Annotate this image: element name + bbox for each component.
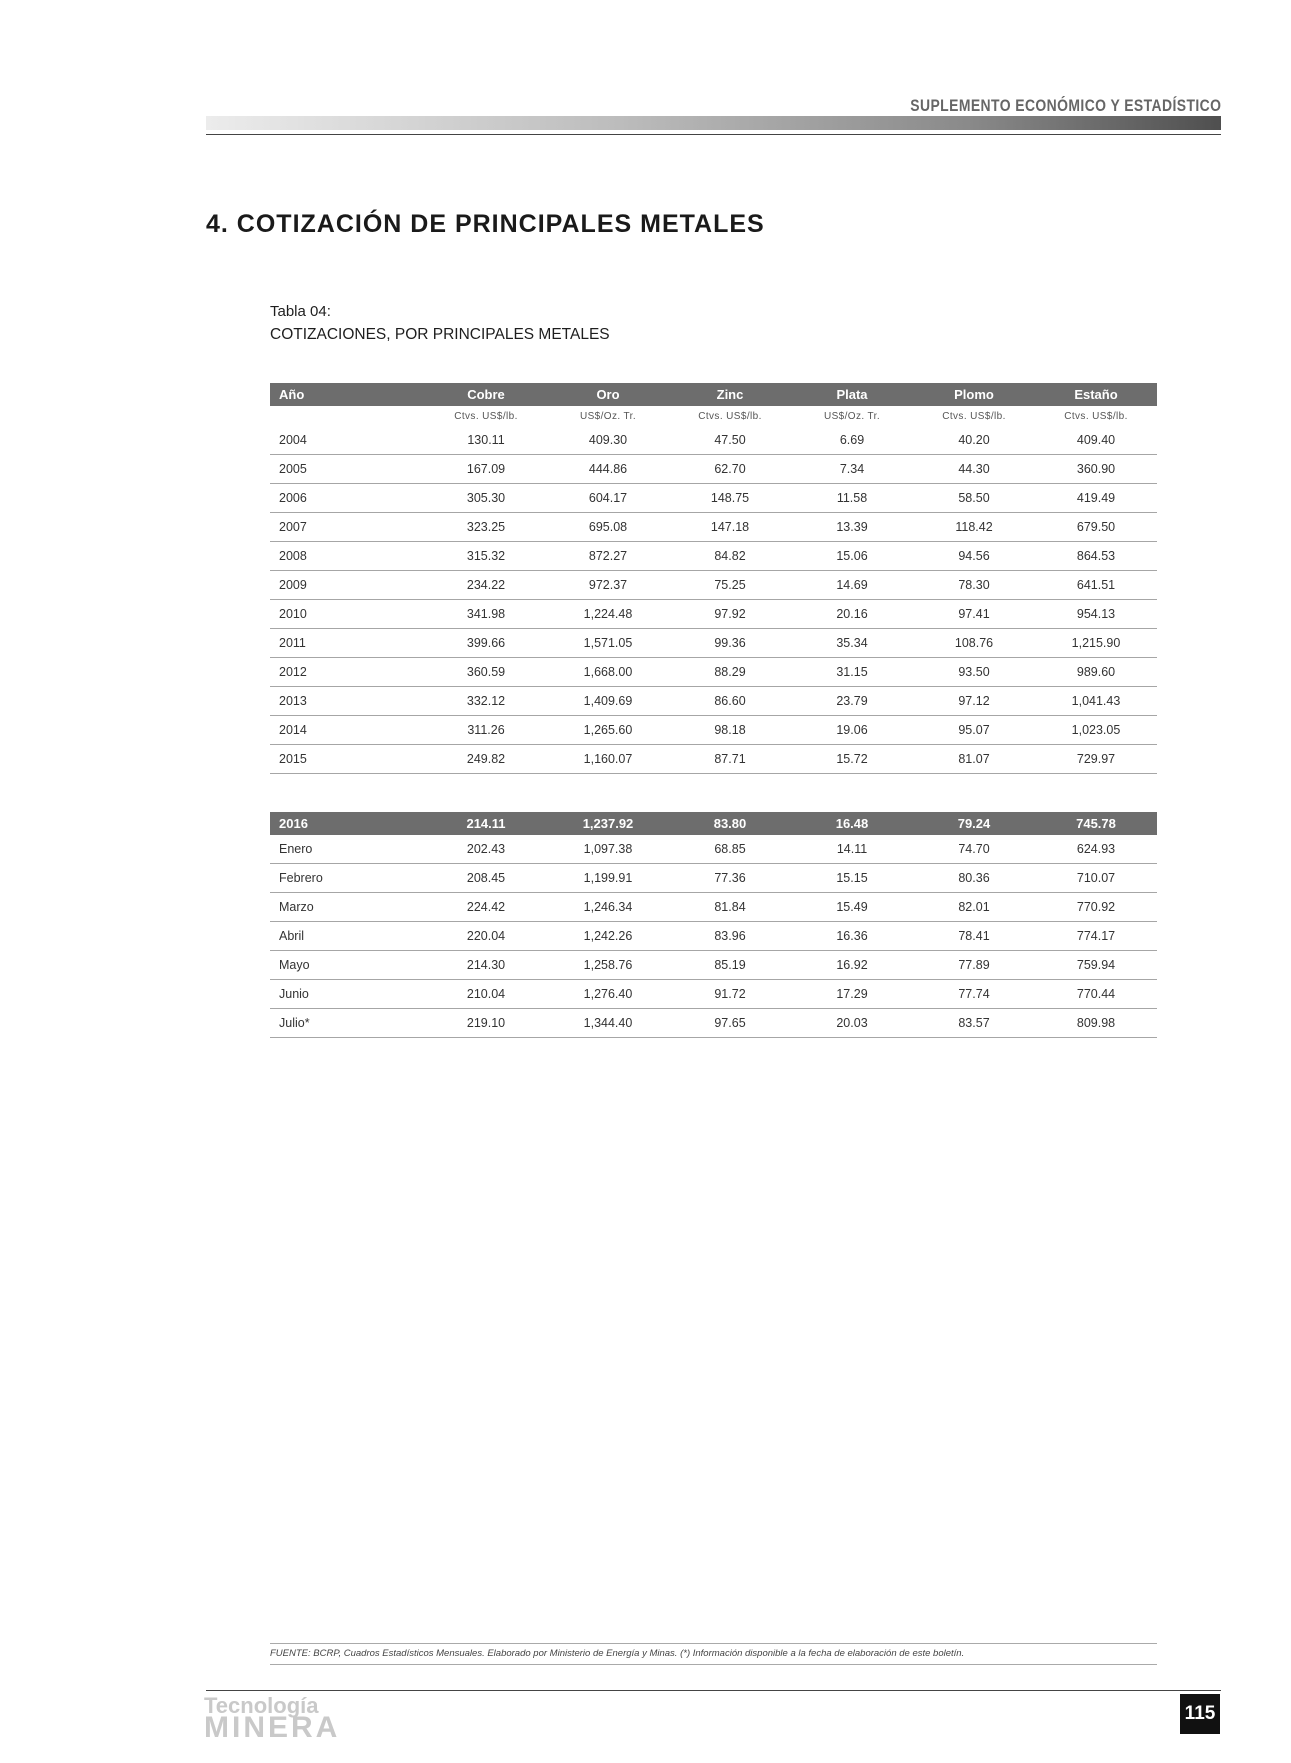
table-cell: 315.32	[425, 542, 547, 571]
table-cell: 202.43	[425, 835, 547, 864]
table-cell: Zinc	[669, 383, 791, 406]
table-cell: 79.24	[913, 812, 1035, 835]
table-cell: 88.29	[669, 658, 791, 687]
table-cell: 1,041.43	[1035, 687, 1157, 716]
table-cell: 249.82	[425, 745, 547, 774]
table-cell: Febrero	[270, 864, 425, 893]
footnote-divider-bottom	[270, 1664, 1157, 1665]
footer-divider	[206, 1690, 1221, 1691]
table-cell: 75.25	[669, 571, 791, 600]
table-cell: 419.49	[1035, 484, 1157, 513]
table-cell: 872.27	[547, 542, 669, 571]
table-row	[270, 951, 1157, 980]
table-cell: 74.70	[913, 835, 1035, 864]
table-cell: 1,242.26	[547, 922, 669, 951]
table-cell: Plomo	[913, 383, 1035, 406]
table-cell: 2010	[270, 600, 425, 629]
table-cell: 85.19	[669, 951, 791, 980]
table-cell: 84.82	[669, 542, 791, 571]
table-cell: 332.12	[425, 687, 547, 716]
table-cell: 409.30	[547, 426, 669, 455]
table-cell: 679.50	[1035, 513, 1157, 542]
table-cell: 2011	[270, 629, 425, 658]
table-cell: 2007	[270, 513, 425, 542]
units-row	[270, 406, 1157, 426]
table-cell: 1,409.69	[547, 687, 669, 716]
table-row	[270, 922, 1157, 951]
monthly-prices-table	[270, 812, 1157, 1038]
table-cell: 972.37	[547, 571, 669, 600]
table-cell: 2009	[270, 571, 425, 600]
table-cell: 305.30	[425, 484, 547, 513]
table-cell: 745.78	[1035, 812, 1157, 835]
table-cell: 954.13	[1035, 600, 1157, 629]
table-cell: 93.50	[913, 658, 1035, 687]
table-cell: 234.22	[425, 571, 547, 600]
table-cell: 1,097.38	[547, 835, 669, 864]
table-cell: 214.11	[425, 812, 547, 835]
table-cell: 68.85	[669, 835, 791, 864]
table-cell: US$/Oz. Tr.	[823, 410, 881, 422]
table-cell: 108.76	[913, 629, 1035, 658]
table-cell: 1,199.91	[547, 864, 669, 893]
table-cell: 1,668.00	[547, 658, 669, 687]
table-cell: 81.84	[669, 893, 791, 922]
table-cell: 148.75	[669, 484, 791, 513]
table-cell: 1,237.92	[547, 812, 669, 835]
table-row	[270, 484, 1157, 513]
table-cell: 360.90	[1035, 455, 1157, 484]
table-cell: 15.72	[791, 745, 913, 774]
table-row	[270, 513, 1157, 542]
logo-line-1: Tecnología	[204, 1693, 319, 1718]
table-cell: 91.72	[669, 980, 791, 1009]
table-row	[270, 980, 1157, 1009]
table-cell: 1,344.40	[547, 1009, 669, 1038]
table-cell: 19.06	[791, 716, 913, 745]
annual-prices-table	[270, 383, 1157, 774]
table-cell: Mayo	[270, 951, 425, 980]
table-cell: 167.09	[425, 455, 547, 484]
table-cell: 80.36	[913, 864, 1035, 893]
table-cell: 2013	[270, 687, 425, 716]
year-2016-header-row	[270, 812, 1157, 835]
table-cell: Marzo	[270, 893, 425, 922]
table-cell: Ctvs. US$/lb.	[1064, 410, 1128, 422]
table-cell: 77.74	[913, 980, 1035, 1009]
table-cell: 1,276.40	[547, 980, 669, 1009]
table-cell: 97.41	[913, 600, 1035, 629]
table-cell: 1,265.60	[547, 716, 669, 745]
table-row	[270, 629, 1157, 658]
table-header-row	[270, 383, 1157, 406]
table-cell: 83.96	[669, 922, 791, 951]
table-cell: US$/Oz. Tr.	[579, 410, 637, 422]
table-cell: Enero	[270, 835, 425, 864]
table-cell: 118.42	[913, 513, 1035, 542]
table-cell: 1,258.76	[547, 951, 669, 980]
table-cell: 695.08	[547, 513, 669, 542]
table-cell: 409.40	[1035, 426, 1157, 455]
source-footnote: FUENTE: BCRP, Cuadros Estadísticos Mensuales. Elaborado por Ministerio de Energía y Minas. (*) Información disponible a la fecha de elaboración de este boletín.	[270, 1648, 965, 1659]
table-cell: 77.36	[669, 864, 791, 893]
table-cell: 360.59	[425, 658, 547, 687]
table-row	[270, 1009, 1157, 1038]
table-cell: 759.94	[1035, 951, 1157, 980]
table-cell: 1,160.07	[547, 745, 669, 774]
table-cell: 624.93	[1035, 835, 1157, 864]
table-cell: Cobre	[425, 383, 547, 406]
table-row	[270, 716, 1157, 745]
table-caption	[270, 300, 610, 346]
table-cell: 641.51	[1035, 571, 1157, 600]
table-row	[270, 687, 1157, 716]
table-row	[270, 571, 1157, 600]
table-cell: Julio*	[270, 1009, 425, 1038]
table-cell: 220.04	[425, 922, 547, 951]
table-cell: 86.60	[669, 687, 791, 716]
table-cell: 16.36	[791, 922, 913, 951]
table-cell: 77.89	[913, 951, 1035, 980]
page-number: 115	[1180, 1694, 1220, 1734]
footnote-divider-top	[270, 1643, 1157, 1644]
table-cell: 98.18	[669, 716, 791, 745]
table-cell: 78.30	[913, 571, 1035, 600]
table-cell: 15.06	[791, 542, 913, 571]
section-title: 4. COTIZACIÓN DE PRINCIPALES METALES	[206, 210, 765, 238]
table-cell: Junio	[270, 980, 425, 1009]
table-cell: 989.60	[1035, 658, 1157, 687]
table-row	[270, 658, 1157, 687]
table-cell: 208.45	[425, 864, 547, 893]
publication-logo	[204, 1695, 340, 1743]
table-cell: 219.10	[425, 1009, 547, 1038]
table-cell: 97.65	[669, 1009, 791, 1038]
table-cell: 1,224.48	[547, 600, 669, 629]
table-cell: 15.15	[791, 864, 913, 893]
table-cell: 399.66	[425, 629, 547, 658]
table-cell: 1,571.05	[547, 629, 669, 658]
table-cell: 83.80	[669, 812, 791, 835]
table-cell: 809.98	[1035, 1009, 1157, 1038]
table-cell: 2008	[270, 542, 425, 571]
table-cell: 58.50	[913, 484, 1035, 513]
table-cell: 710.07	[1035, 864, 1157, 893]
table-cell: 17.29	[791, 980, 913, 1009]
table-cell: 87.71	[669, 745, 791, 774]
table-row	[270, 455, 1157, 484]
table-cell: 311.26	[425, 716, 547, 745]
table-cell: 2015	[270, 745, 425, 774]
table-cell: 97.12	[913, 687, 1035, 716]
table-cell: 14.11	[791, 835, 913, 864]
table-cell	[270, 406, 425, 426]
table-caption-title: COTIZACIONES, POR PRINCIPALES METALES	[270, 326, 610, 343]
table-cell: 2005	[270, 455, 425, 484]
table-cell: 44.30	[913, 455, 1035, 484]
table-cell: Estaño	[1035, 383, 1157, 406]
table-cell: 83.57	[913, 1009, 1035, 1038]
table-cell: 15.49	[791, 893, 913, 922]
table-row	[270, 835, 1157, 864]
table-cell: 214.30	[425, 951, 547, 980]
table-cell: 604.17	[547, 484, 669, 513]
table-cell: 99.36	[669, 629, 791, 658]
table-cell: 11.58	[791, 484, 913, 513]
header-gradient-bar	[206, 116, 1221, 130]
table-cell: 40.20	[913, 426, 1035, 455]
table-cell: 323.25	[425, 513, 547, 542]
table-cell: Plata	[791, 383, 913, 406]
table-cell: 97.92	[669, 600, 791, 629]
table-cell: 95.07	[913, 716, 1035, 745]
table-cell: 224.42	[425, 893, 547, 922]
table-cell: 729.97	[1035, 745, 1157, 774]
table-cell: 16.92	[791, 951, 913, 980]
table-cell: 2014	[270, 716, 425, 745]
table-cell: 770.44	[1035, 980, 1157, 1009]
table-cell: 23.79	[791, 687, 913, 716]
table-cell: 2012	[270, 658, 425, 687]
table-cell: 31.15	[791, 658, 913, 687]
table-cell: 20.16	[791, 600, 913, 629]
table-cell: 14.69	[791, 571, 913, 600]
table-cell: Ctvs. US$/lb.	[454, 410, 518, 422]
table-cell: 13.39	[791, 513, 913, 542]
running-header: SUPLEMENTO ECONÓMICO Y ESTADÍSTICO	[909, 96, 1221, 115]
table-cell: 82.01	[913, 893, 1035, 922]
table-cell: 35.34	[791, 629, 913, 658]
table-cell: Ctvs. US$/lb.	[698, 410, 762, 422]
table-row	[270, 745, 1157, 774]
logo-line-2: MINERA	[204, 1711, 341, 1744]
table-cell: 1,023.05	[1035, 716, 1157, 745]
table-cell: 210.04	[425, 980, 547, 1009]
table-cell: 774.17	[1035, 922, 1157, 951]
table-cell: 130.11	[425, 426, 547, 455]
table-cell: Abril	[270, 922, 425, 951]
table-cell: 78.41	[913, 922, 1035, 951]
table-cell: 770.92	[1035, 893, 1157, 922]
table-cell: 16.48	[791, 812, 913, 835]
table-cell: 94.56	[913, 542, 1035, 571]
table-row	[270, 864, 1157, 893]
table-cell: 20.03	[791, 1009, 913, 1038]
table-row	[270, 893, 1157, 922]
table-cell: 2016	[270, 812, 425, 835]
table-cell: 2004	[270, 426, 425, 455]
table-cell: 7.34	[791, 455, 913, 484]
table-row	[270, 426, 1157, 455]
table-cell: 62.70	[669, 455, 791, 484]
table-cell: 147.18	[669, 513, 791, 542]
table-cell: Ctvs. US$/lb.	[942, 410, 1006, 422]
header-divider	[206, 134, 1221, 135]
table-caption-label: Tabla 04:	[270, 303, 331, 320]
table-cell: 1,246.34	[547, 893, 669, 922]
table-row	[270, 600, 1157, 629]
table-cell: 864.53	[1035, 542, 1157, 571]
table-row	[270, 542, 1157, 571]
table-cell: 81.07	[913, 745, 1035, 774]
table-cell: 444.86	[547, 455, 669, 484]
table-cell: 1,215.90	[1035, 629, 1157, 658]
table-cell: Año	[270, 383, 425, 406]
table-cell: Oro	[547, 383, 669, 406]
table-cell: 341.98	[425, 600, 547, 629]
table-cell: 2006	[270, 484, 425, 513]
table-cell: 6.69	[791, 426, 913, 455]
table-cell: 47.50	[669, 426, 791, 455]
